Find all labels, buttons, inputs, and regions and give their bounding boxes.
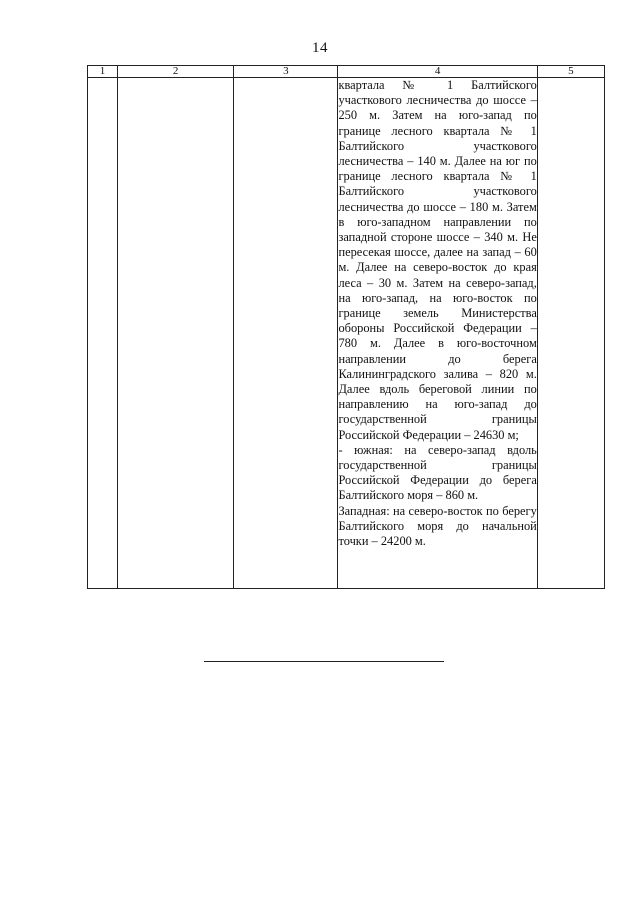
description-paragraph-main: квартала № 1 Балтийского участкового лесничества до шоссе – 250 м. Затем на юго-запад по границе лесного квартала № 1 Балтийского участкового лесничества – 140 м. Далее на юг по границе лесного квартала № 1 Балтийского участкового лесничества до шоссе – 180 м. Затем в юго-западном направлении по западной стороне шоссе – 340 м. Не пересекая шоссе, далее на запад – 60 м. Далее на северо-восток до края леса – 30 м. Затем на северо-запад, на юго-запад, на юго-восток по границе земель Министерства обороны Российской Федерации – 780 м. Далее в юго-восточном направлении до берега Калининградского залива – 820 м. Далее вдоль береговой линии по направлению на юго-запад до государственной границы Российской Федерации – 24630 м; — [338, 78, 537, 442]
cell-col2 — [118, 78, 234, 589]
cell-col1 — [88, 78, 118, 589]
description-paragraph-south: - южная: на северо-запад вдоль государственной границы Российской Федерации до берега Балтийского моря – 860 м. — [338, 442, 537, 503]
boundary-description-table — [87, 65, 605, 589]
column-header-3: 3 — [234, 66, 338, 78]
column-header-5: 5 — [537, 66, 604, 78]
boundary-description-text — [338, 78, 536, 549]
column-header-4: 4 — [338, 66, 537, 78]
description-paragraph-west: Западная: на северо-восток по берегу Балтийского моря до начальной точки – 24200 м. — [338, 503, 537, 549]
cell-col4-description — [338, 78, 537, 589]
table-header-row — [88, 66, 605, 78]
table-row — [88, 78, 605, 589]
page-number: 14 — [312, 40, 328, 56]
cell-col5 — [537, 78, 604, 589]
footer-divider-line — [204, 661, 444, 662]
column-header-2: 2 — [118, 66, 234, 78]
cell-col3 — [234, 78, 338, 589]
column-header-1: 1 — [88, 66, 118, 78]
